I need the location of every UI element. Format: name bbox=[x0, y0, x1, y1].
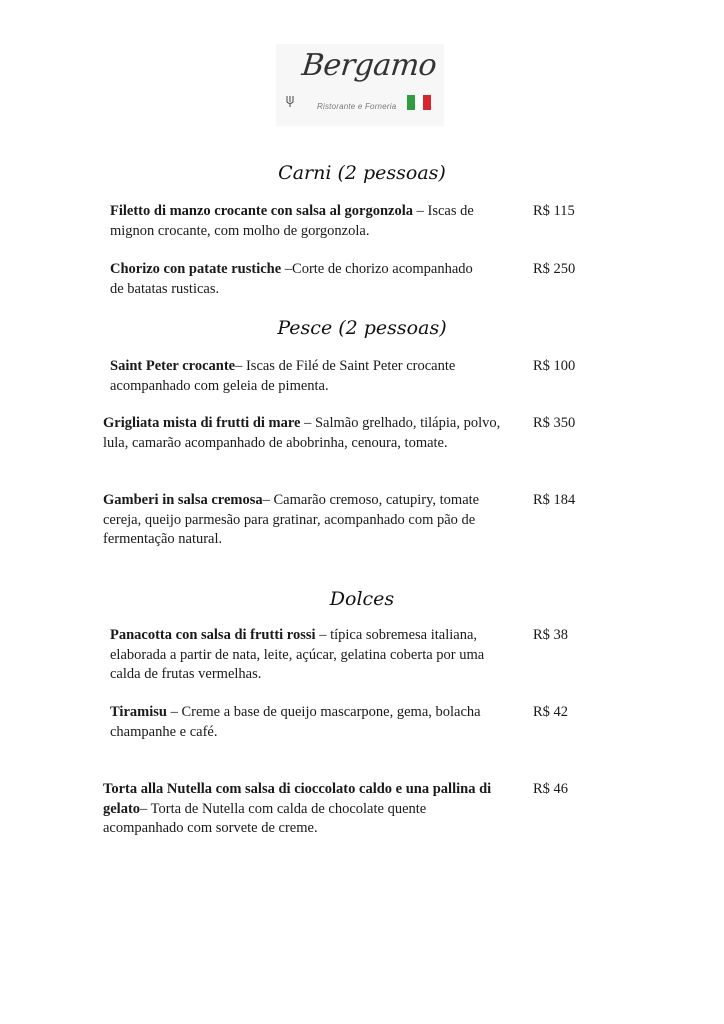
menu-item-tiramisu bbox=[110, 703, 495, 742]
section-title-carni: Carni (2 pessoas) bbox=[278, 162, 446, 184]
menu-item-grigliata bbox=[103, 414, 513, 453]
item-name: Torta alla Nutella com salsa di cioccolato caldo e una pallina di gelato bbox=[103, 781, 492, 817]
item-name: Tiramisu bbox=[110, 704, 167, 720]
menu-item-saint-peter bbox=[110, 357, 515, 396]
menu-item-torta-nutella bbox=[103, 780, 508, 839]
item-price: R$ 100 bbox=[533, 358, 576, 374]
item-price: R$ 42 bbox=[533, 704, 569, 720]
item-price: R$ 38 bbox=[533, 627, 569, 643]
item-description: – Torta de Nutella com calda de chocolate quente acompanhado com sorvete de creme. bbox=[103, 800, 427, 836]
fork-icon bbox=[286, 94, 298, 108]
italian-flag-icon bbox=[407, 95, 431, 110]
menu-item-chorizo bbox=[110, 260, 480, 299]
section-title-pesce: Pesce (2 pessoas) bbox=[277, 317, 447, 339]
item-description: –Corte de chorizo acompanhado de batatas rusticas. bbox=[110, 261, 473, 297]
item-name: Chorizo con patate rustiche bbox=[110, 261, 282, 277]
item-name: Grigliata mista di frutti di mare bbox=[103, 415, 301, 431]
item-description: – Iscas de Filé de Saint Peter crocante acompanhado com geleia de pimenta. bbox=[110, 358, 456, 394]
item-description: – Iscas de mignon crocante, com molho de gorgonzola. bbox=[110, 203, 474, 239]
item-description: – Salmão grelhado, tilápia, polvo, lula, camarão acompanhado de abobrinha, cenoura, tomate. bbox=[103, 415, 501, 451]
section-title-dolces: Dolces bbox=[329, 588, 395, 610]
item-name: Saint Peter crocante bbox=[110, 358, 236, 374]
item-name: Gamberi in salsa cremosa bbox=[103, 492, 263, 508]
flag-red-stripe bbox=[423, 95, 431, 110]
item-price: R$ 115 bbox=[533, 203, 575, 219]
item-description: – típica sobremesa italiana, elaborada a partir de nata, leite, açúcar, gelatina coberta por uma calda de frutas vermelhas. bbox=[110, 627, 485, 682]
flag-white-stripe bbox=[415, 95, 423, 110]
item-name: Filetto di manzo crocante con salsa al gorgonzola bbox=[110, 203, 413, 219]
item-price: R$ 250 bbox=[533, 261, 576, 277]
item-name: Panacotta con salsa di frutti rossi bbox=[110, 627, 316, 643]
menu-item-panacotta bbox=[110, 626, 495, 685]
item-price: R$ 46 bbox=[533, 781, 569, 797]
flag-green-stripe bbox=[407, 95, 415, 110]
item-description: – Camarão cremoso, catupiry, tomate cereja, queijo parmesão para gratinar, acompanhado com pão de fermentação natural. bbox=[103, 492, 480, 547]
menu-item-filetto bbox=[110, 202, 520, 241]
item-price: R$ 350 bbox=[533, 415, 576, 431]
item-price: R$ 184 bbox=[533, 492, 576, 508]
restaurant-logo bbox=[276, 44, 444, 126]
item-description: – Creme a base de queijo mascarpone, gema, bolacha champanhe e café. bbox=[110, 704, 481, 740]
logo-subtitle: Ristorante e Forneria bbox=[317, 102, 397, 111]
menu-item-gamberi bbox=[103, 491, 508, 550]
logo-wordmark: Bergamo bbox=[300, 48, 439, 83]
